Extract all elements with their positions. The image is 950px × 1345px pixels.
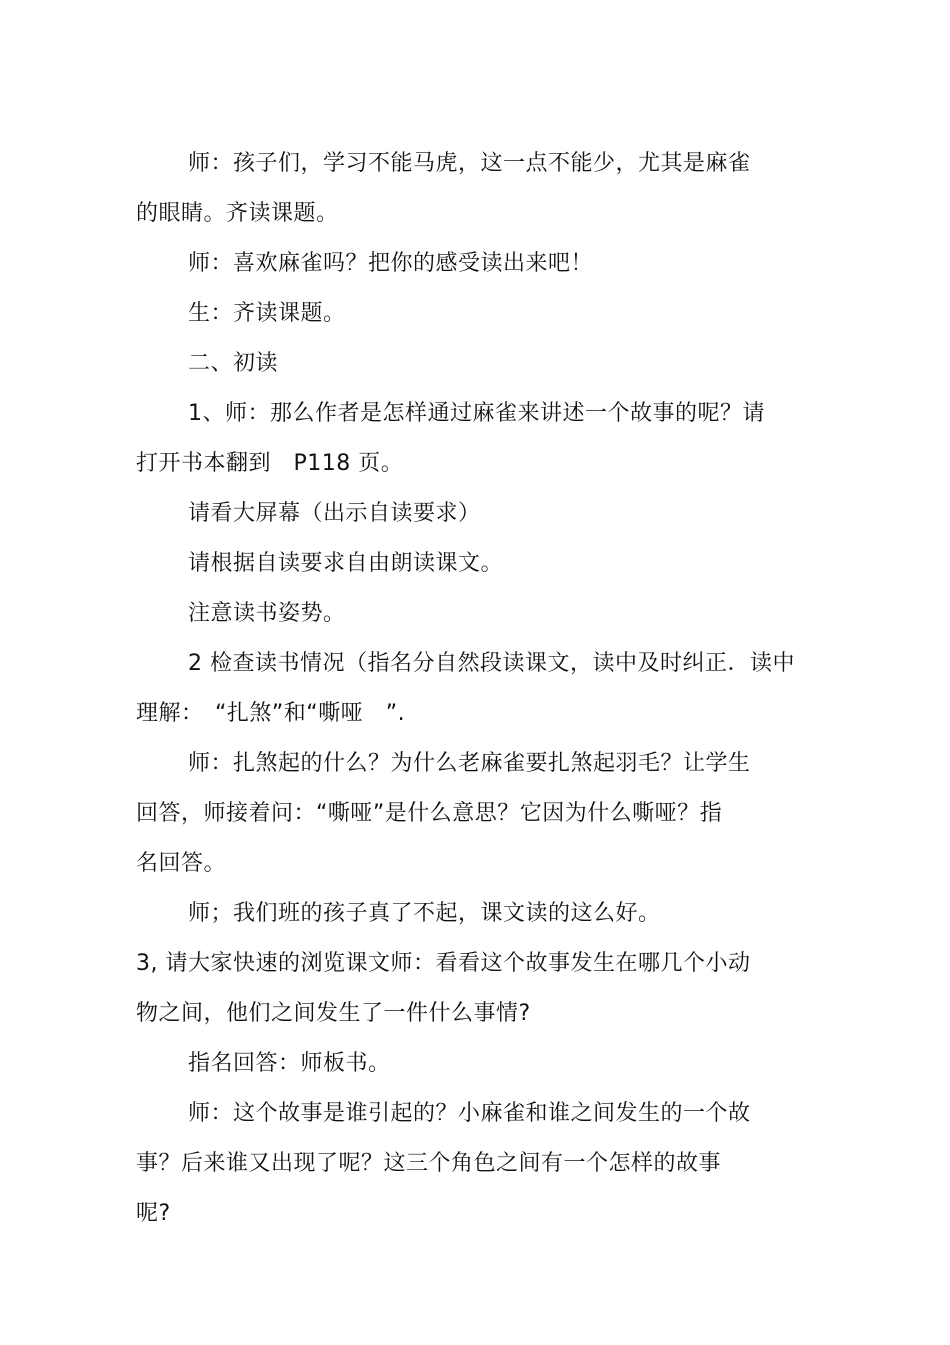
- text-line: 师：扎煞起的什么？为什么老麻雀要扎煞起羽毛？让学生: [188, 751, 751, 776]
- text-line: 师：喜欢麻雀吗？把你的感受读出来吧！: [188, 251, 594, 276]
- text-line: 的眼睛。齐读课题。: [136, 201, 339, 226]
- text-line: 2 检查读书情况（指名分自然段读课文，读中及时纠正．读中: [188, 651, 795, 676]
- text-line: 3, 请大家快速的浏览课文师：看看这个故事发生在哪几个小动: [136, 951, 751, 976]
- text-line: 物之间，他们之间发生了一件什么事情?: [136, 1001, 531, 1026]
- text-line: 注意读书姿势。: [188, 601, 346, 626]
- text-line: 师：孩子们，学习不能马虎，这一点不能少，尤其是麻雀: [188, 151, 751, 176]
- text-line: 事？后来谁又出现了呢？这三个角色之间有一个怎样的故事: [136, 1151, 722, 1176]
- text-line: 回答，师接着问：“嘶哑”是什么意思？它因为什么嘶哑？指: [136, 801, 723, 826]
- text-line: 呢?: [136, 1201, 171, 1226]
- section-heading: 二、初读: [188, 351, 279, 376]
- text-line: 1、师：那么作者是怎样通过麻雀来讲述一个故事的呢？请: [188, 401, 765, 426]
- text-line: 师；我们班的孩子真了不起，课文读的这么好。: [188, 901, 661, 926]
- text-line: 理解： “扎煞”和“嘶哑 ”.: [136, 701, 406, 726]
- text-line: 打开书本翻到 P118 页。: [136, 451, 404, 476]
- text-line: 请根据自读要求自由朗读课文。: [188, 551, 504, 576]
- text-line: 师：这个故事是谁引起的？小麻雀和谁之间发生的一个故: [188, 1101, 751, 1126]
- text-line: 名回答。: [136, 851, 227, 876]
- text-line: 生：齐读课题。: [188, 301, 346, 326]
- text-line: 请看大屏幕（出示自读要求）: [188, 501, 481, 526]
- text-line: 指名回答：师板书。: [188, 1051, 391, 1076]
